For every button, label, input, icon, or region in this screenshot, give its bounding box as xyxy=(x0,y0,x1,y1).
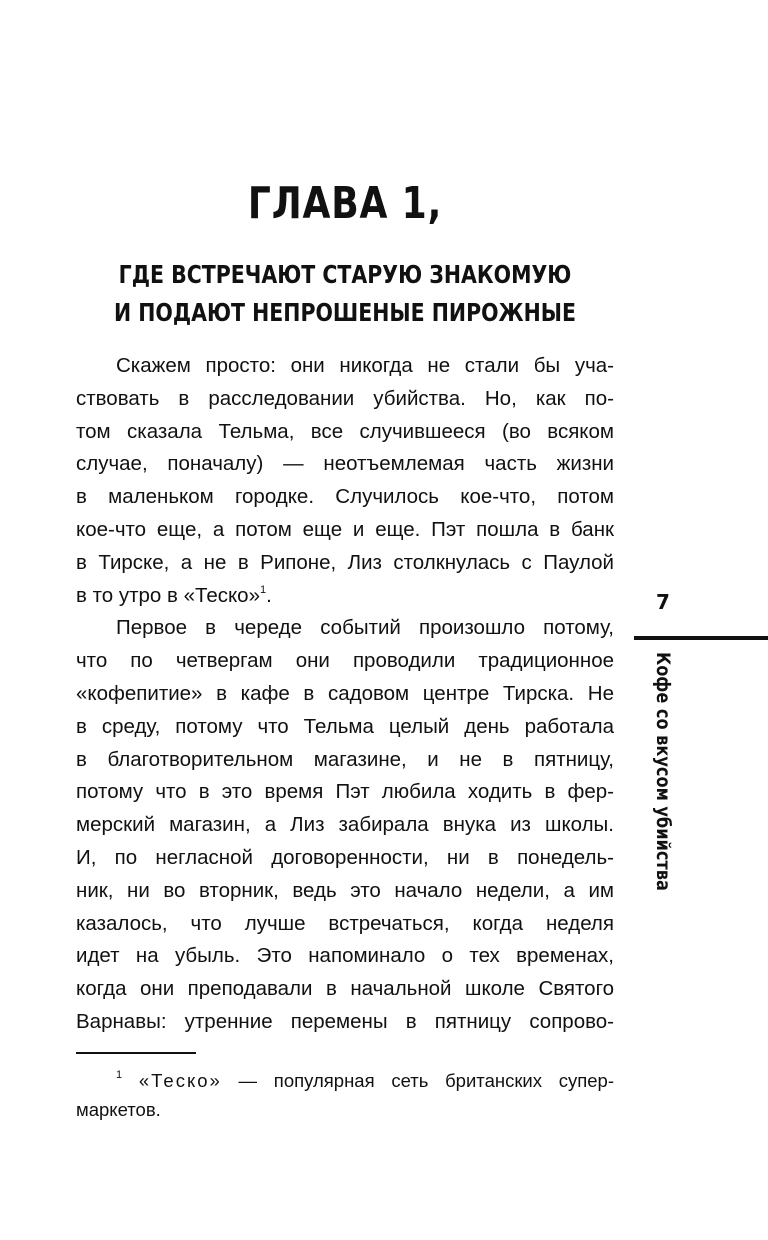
body-line: в то утро в «Теско» xyxy=(76,583,260,607)
body-line: «кофепитие» в кафе в садовом центре Тирска. Не xyxy=(76,681,614,705)
body-line-with-footnote xyxy=(76,580,614,613)
body-line: в среду, потому что Тельма целый день работала xyxy=(76,714,614,738)
body-line: Первое в череде событий произошло потому, xyxy=(116,616,614,640)
footnote-text: — популярная сеть британских супер- xyxy=(221,1070,614,1091)
side-divider xyxy=(634,636,768,640)
body-line: Варнавы: утренние перемены в пятницу сопрово- xyxy=(76,1009,614,1033)
body-line: потому что в это время Пэт любила ходить в фер- xyxy=(76,780,614,804)
body-line: ствовать в расследовании убийства. Но, как по- xyxy=(76,386,614,410)
footnote-term: «Теско» xyxy=(138,1070,222,1091)
footnote-line: маркетов. xyxy=(76,1099,161,1120)
body-line: Скажем просто: они никогда не стали бы уча- xyxy=(116,354,614,377)
running-title-text: Кофе со вкусом убийства xyxy=(652,652,674,891)
body-line: казалось, что лучше встречаться, когда неделя xyxy=(76,911,614,935)
body-text xyxy=(76,350,614,1039)
chapter-subtitle-line: ГДЕ ВСТРЕЧАЮТ СТАРУЮ ЗНАКОМУЮ xyxy=(118,260,572,289)
footnote-divider xyxy=(76,1052,196,1054)
chapter-subtitle xyxy=(62,256,628,332)
body-line: в маленьком городке. Случилось кое-что, потом xyxy=(76,485,614,509)
body-line: когда они преподавали в начальной школе Святого xyxy=(76,977,614,1001)
body-line: ник, ни во вторник, ведь это начало недели, а им xyxy=(76,878,614,902)
body-line: кое-что еще, а потом еще и еще. Пэт пошла в банк xyxy=(76,517,614,541)
sentence-end: . xyxy=(266,583,272,607)
chapter-number: ГЛАВА 1, xyxy=(247,178,443,229)
footnote xyxy=(76,1066,614,1124)
running-title xyxy=(646,652,680,891)
footnote-reference[interactable]: 1 xyxy=(260,583,267,596)
chapter-subtitle-line: И ПОДАЮТ НЕПРОШЕНЫЕ ПИРОЖНЫЕ xyxy=(113,298,577,327)
body-line: идет на убыль. Это напоминало о тех временах, xyxy=(76,944,614,968)
body-line: случае, поначалу) — неотъемлемая часть жизни xyxy=(76,452,614,476)
body-line: что по четвергам они проводили традиционное xyxy=(76,649,614,673)
body-line: И, по негласной договоренности, ни в понедель- xyxy=(76,845,614,869)
footnote-line xyxy=(76,1066,614,1095)
body-line: мерский магазин, а Лиз забирала внука из школы. xyxy=(76,813,614,837)
body-line: том сказала Тельма, все случившееся (во всяком xyxy=(76,419,614,443)
body-line: в благотворительном магазине, и не в пятницу, xyxy=(76,747,614,771)
footnote-marker: 1 xyxy=(116,1069,123,1081)
body-line: в Тирске, а не в Рипоне, Лиз столкнулась с Паулой xyxy=(76,550,614,574)
page-number: 7 xyxy=(656,590,670,614)
